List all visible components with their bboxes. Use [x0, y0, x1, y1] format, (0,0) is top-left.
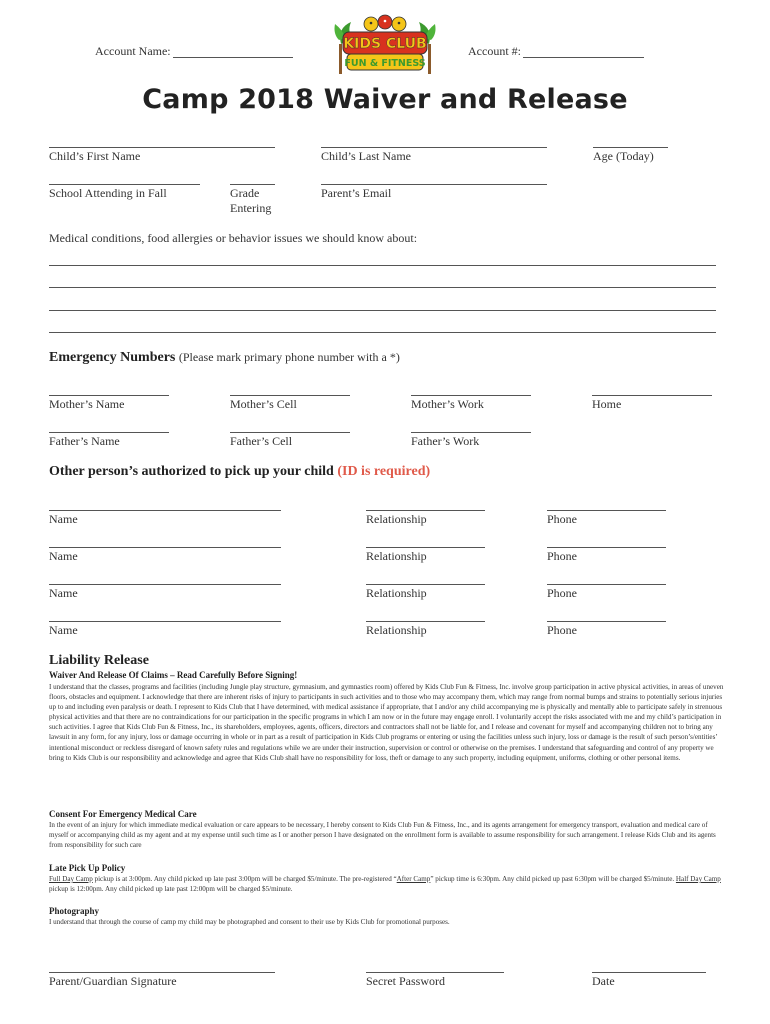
account-number-label: Account #:	[468, 44, 521, 58]
photography-text: I understand that through the course of camp my child may be photographed and consent to their use by Kids Club for promotional purposes.	[49, 918, 450, 926]
late-text-1: pickup is at 3:00pm. Any child picked up late past 3:00pm will be charged $5/minute. The pre-registered “	[92, 875, 397, 883]
fathers-cell-label: Father’s Cell	[230, 434, 293, 448]
mothers-work-label: Mother’s Work	[411, 397, 484, 411]
account-name-label: Account Name:	[95, 44, 171, 58]
child-last-name-field[interactable]	[321, 147, 547, 148]
pickup-relationship-label: Relationship	[366, 586, 427, 600]
parent-email-field[interactable]	[321, 184, 547, 185]
pickup-relationship-field[interactable]	[366, 584, 485, 585]
logo-text-line2: FUN & FITNESS	[344, 58, 426, 69]
mothers-cell-label: Mother’s Cell	[230, 397, 297, 411]
pickup-name-field[interactable]	[49, 547, 281, 548]
after-camp-term: After Camp	[396, 875, 431, 883]
pickup-relationship-label: Relationship	[366, 549, 427, 563]
late-text-3: pickup is 12:00pm. Any child picked up late past 12:00pm will be charged $5/minute.	[49, 885, 293, 894]
page-title: Camp 2018 Waiver and Release	[142, 84, 628, 115]
logo-text-line1: KIDS CLUB	[343, 36, 427, 52]
secret-password-field[interactable]	[366, 972, 504, 973]
medical-line-4[interactable]	[49, 332, 716, 333]
pickup-name-label: Name	[49, 586, 78, 600]
pickup-name-field[interactable]	[49, 621, 281, 622]
id-required-note: (ID is required)	[337, 464, 431, 479]
medical-consent-text: In the event of an injury for which immediate medical evaluation or care appears to be necessary, I hereby consent to Kids Club Fun & Fitness, Inc., and its agents arrangement for emergency transport, evaluation and medical care of myself or accompanying child as my agent and at my expense until such time as I or another person I have designated on the enrollment form is available to assume responsibility for such arrangement. I release Kids Club and its agents from responsibility for such care	[49, 821, 716, 850]
photography-heading: Photography	[49, 906, 100, 916]
pickup-name-field[interactable]	[49, 510, 281, 511]
waiver-text: I understand that the classes, programs and facilities (including Jungle play structure, gymnasium, and gymnastics room) offered by Kids Club Fun & Fitness, Inc. involve group participation in active physical activities, in areas of uneven floors, obstacles and equipment. I acknowledge that there are inherent risks of injury to participants in such activities and to those who may accompany them, which may range from normal bumps and strains to potentially serious injuries up to and including even paralysis or death. I represent to Kids Club that I have determined, with medical assistance if appropriate, that I and/or any child accompanying me is physically and mentally able to participate safely in strenuous physical activities and that there are no contraindications for our participation in the specific programs in which I am now or in the future may engage enroll. I voluntarily accept the risks associated with me and my child’s participation in such activities. I agree that Kids Club Fun & Fitness, Inc., its shareholders, employees, agents, officers, directors and contractors shall not be liable for, and I release and covenant for myself and accompanying children not to bring any lawsuit in any form, for any injury, loss or damage occurring in whole or in part as a result of participation in Kids Club programs or entering or using the facilities unless such injury, loss or damage is the result of such person’s/entities’ intentional misconduct or reckless disregard of known safety rules and regulations while we are under their instruction, supervision or control or otherwise on the premises. I understand that safeguarding and control of any property we bring to Kids Club is our responsibility and acknowledge and agree that Kids Club shall have no responsibility for loss, theft or damage to any such property, including equipment, uniforms, clothing or other personal items.	[49, 683, 724, 762]
emergency-heading-text: Emergency Numbers	[49, 350, 176, 365]
waiver-heading: Waiver And Release Of Claims – Read Carefully Before Signing!	[49, 670, 298, 680]
pickup-heading	[49, 464, 430, 480]
date-label: Date	[592, 974, 615, 988]
pickup-name-label: Name	[49, 512, 78, 526]
late-text-2: ” pickup time is 6:30pm. Any child picked up past 6:30pm will be charged $5/minute.	[430, 875, 676, 883]
school-label: School Attending in Fall	[49, 186, 167, 200]
emergency-heading	[49, 350, 400, 366]
pickup-relationship-field[interactable]	[366, 510, 485, 511]
pickup-phone-label: Phone	[547, 512, 577, 526]
pickup-phone-label: Phone	[547, 586, 577, 600]
parent-signature-label: Parent/Guardian Signature	[49, 974, 177, 988]
medical-line-3[interactable]	[49, 310, 716, 311]
pickup-name-label: Name	[49, 549, 78, 563]
pickup-heading-text: Other person’s authorized to pick up your child	[49, 464, 334, 479]
age-label: Age (Today)	[593, 149, 654, 163]
child-first-name-label: Child’s First Name	[49, 149, 141, 163]
account-number-field[interactable]	[523, 57, 644, 58]
fathers-name-field[interactable]	[49, 432, 169, 433]
mothers-name-field[interactable]	[49, 395, 169, 396]
late-pickup-text	[49, 874, 725, 894]
full-day-camp-term: Full Day Camp	[49, 875, 93, 883]
mothers-cell-field[interactable]	[230, 395, 350, 396]
pickup-phone-field[interactable]	[547, 621, 666, 622]
pickup-phone-field[interactable]	[547, 547, 666, 548]
secret-password-label: Secret Password	[366, 974, 445, 988]
account-name-field[interactable]	[173, 57, 293, 58]
pickup-phone-field[interactable]	[547, 510, 666, 511]
pickup-relationship-field[interactable]	[366, 547, 485, 548]
medical-consent-heading: Consent For Emergency Medical Care	[49, 809, 197, 819]
late-pickup-heading: Late Pick Up Policy	[49, 863, 126, 873]
school-field[interactable]	[49, 184, 200, 185]
age-field[interactable]	[593, 147, 668, 148]
fathers-cell-field[interactable]	[230, 432, 350, 433]
half-day-camp-term: Half Day Camp	[675, 875, 721, 883]
child-last-name-label: Child’s Last Name	[321, 149, 411, 163]
fathers-name-label: Father’s Name	[49, 434, 120, 448]
pickup-phone-label: Phone	[547, 549, 577, 563]
pickup-relationship-field[interactable]	[366, 621, 485, 622]
medical-line-1[interactable]	[49, 265, 716, 266]
mothers-work-field[interactable]	[411, 395, 531, 396]
mothers-name-label: Mother’s Name	[49, 397, 125, 411]
kids-club-logo	[333, 14, 437, 78]
medical-prompt: Medical conditions, food allergies or behavior issues we should know about:	[49, 231, 418, 245]
pickup-name-field[interactable]	[49, 584, 281, 585]
medical-line-2[interactable]	[49, 287, 716, 288]
liability-heading: Liability Release	[49, 653, 149, 668]
pickup-relationship-label: Relationship	[366, 512, 427, 526]
home-phone-field[interactable]	[592, 395, 712, 396]
fathers-work-label: Father’s Work	[411, 434, 480, 448]
parent-signature-field[interactable]	[49, 972, 275, 973]
grade-field[interactable]	[230, 184, 275, 185]
date-field[interactable]	[592, 972, 706, 973]
fathers-work-field[interactable]	[411, 432, 531, 433]
child-first-name-field[interactable]	[49, 147, 275, 148]
pickup-phone-field[interactable]	[547, 584, 666, 585]
home-label: Home	[592, 397, 622, 411]
parent-email-label: Parent’s Email	[321, 186, 392, 200]
pickup-name-label: Name	[49, 623, 78, 637]
pickup-phone-label: Phone	[547, 623, 577, 637]
emergency-note: (Please mark primary phone number with a *)	[178, 350, 400, 364]
grade-label-line2: Entering	[230, 201, 272, 215]
grade-label-line1: Grade	[230, 186, 260, 200]
pickup-relationship-label: Relationship	[366, 623, 427, 637]
